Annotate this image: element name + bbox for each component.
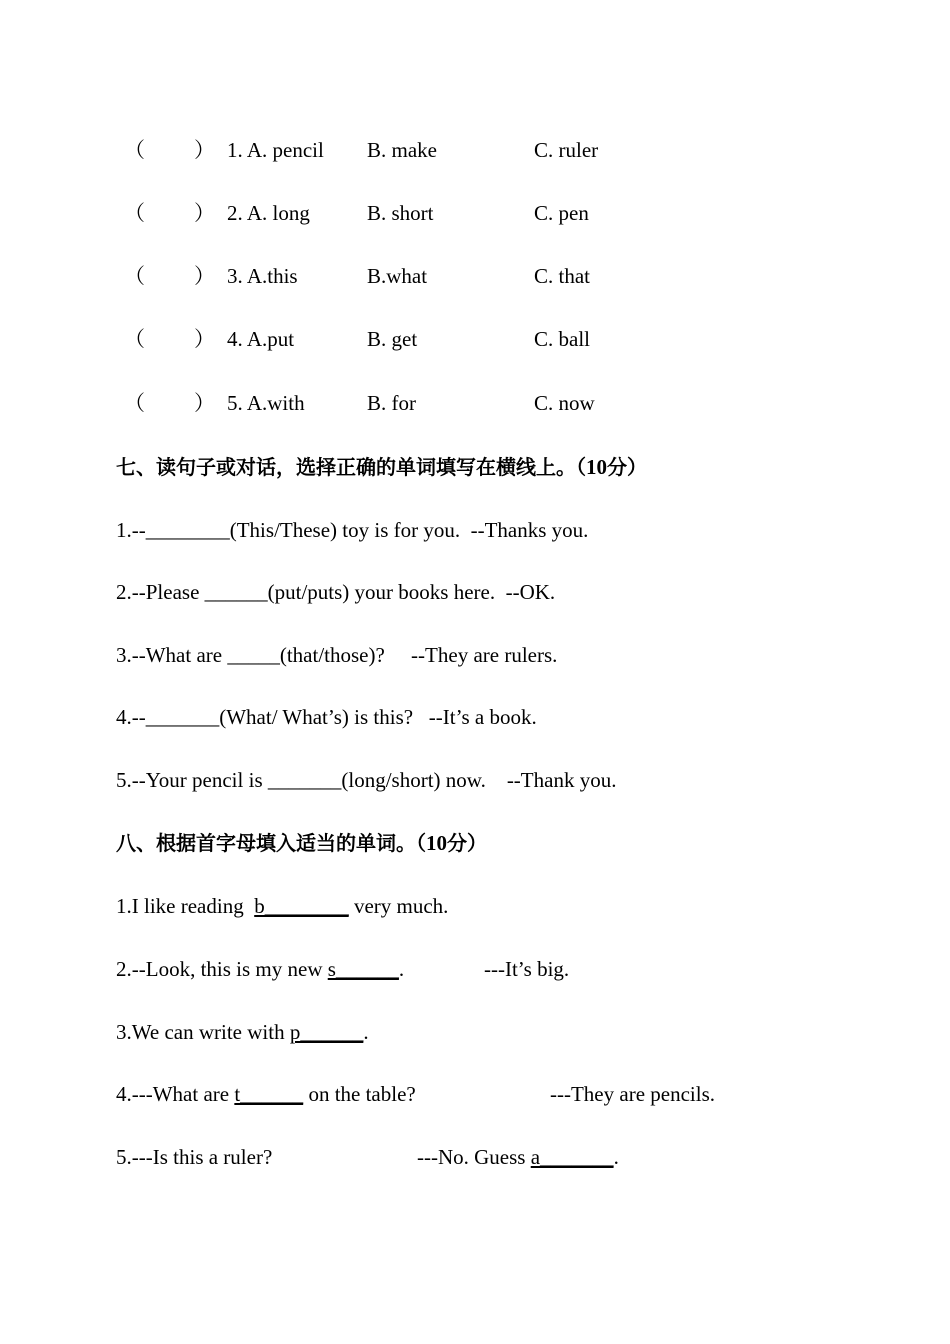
option-b: B. for xyxy=(367,391,416,415)
item-reply: ---It’s big. xyxy=(484,957,570,981)
fill-blank: b________ xyxy=(254,894,349,918)
section-8-item-4 xyxy=(116,1081,896,1107)
section-8-item-1 xyxy=(116,893,448,919)
section-8-item-2 xyxy=(116,956,896,982)
answer-paren-open: （ xyxy=(124,327,145,351)
item-question: 5.---Is this a ruler? xyxy=(116,1145,273,1169)
section-7-item-3: 3.--What are _____(that/those)? --They are rulers. xyxy=(116,643,558,667)
item-text: . xyxy=(613,1145,619,1169)
option-c: C. now xyxy=(534,391,595,415)
item-text: 3.We can write with xyxy=(116,1020,290,1044)
item-text: on the table? xyxy=(303,1082,416,1106)
option-c: C. pen xyxy=(534,201,589,225)
section-7-title-end: 分） xyxy=(607,455,647,479)
option-a: 1. A. pencil xyxy=(227,138,324,162)
fill-blank: t______ xyxy=(234,1082,304,1106)
section-7-item-5: 5.--Your pencil is _______(long/short) now. --Thank you. xyxy=(116,768,617,792)
answer-paren-close: ） xyxy=(194,264,215,288)
option-b: B. make xyxy=(367,138,437,162)
section-7-title xyxy=(116,454,647,480)
item-text: . xyxy=(363,1020,369,1044)
item-text: very much. xyxy=(348,894,449,918)
option-b: B. short xyxy=(367,201,434,225)
section-7-item-1: 1.--________(This/These) toy is for you. --Thanks you. xyxy=(116,518,589,542)
item-reply xyxy=(417,1144,619,1170)
answer-paren-open: （ xyxy=(124,138,145,162)
item-reply: ---They are pencils. xyxy=(550,1082,715,1106)
item-text: 1.I like reading xyxy=(116,894,255,918)
option-c: C. ruler xyxy=(534,138,599,162)
choice-row-1 xyxy=(124,137,824,163)
answer-paren-open: （ xyxy=(124,264,145,288)
section-7-score: 10 xyxy=(586,455,607,479)
fill-blank: p______ xyxy=(289,1020,364,1044)
choice-row-5 xyxy=(124,390,824,416)
section-7-item-4: 4.--_______(What/ What’s) is this? --It’s a book. xyxy=(116,705,537,729)
item-question xyxy=(116,1081,416,1107)
answer-paren-close: ） xyxy=(194,138,215,162)
item-question xyxy=(116,956,404,982)
answer-paren-close: ） xyxy=(194,391,215,415)
section-8-title-end: 分） xyxy=(447,831,487,855)
choice-row-2 xyxy=(124,200,824,226)
option-c: C. ball xyxy=(534,327,590,351)
answer-paren-close: ） xyxy=(194,327,215,351)
section-8-title-text: 八、根据首字母填入适当的单词。（ xyxy=(116,831,426,855)
option-a: 5. A.with xyxy=(227,391,305,415)
fill-blank: s______ xyxy=(327,957,399,981)
answer-paren-open: （ xyxy=(124,201,145,225)
option-a: 3. A.this xyxy=(227,264,298,288)
section-7-title-text: 七、读句子或对话，选择正确的单词填写在横线上。（ xyxy=(116,455,586,479)
option-a: 4. A.put xyxy=(227,327,295,351)
section-8-item-5 xyxy=(116,1144,896,1170)
section-8-title xyxy=(116,830,487,856)
option-b: B. get xyxy=(367,327,418,351)
choice-row-4 xyxy=(124,326,824,352)
choice-row-3 xyxy=(124,263,824,289)
item-text: 4.---What are xyxy=(116,1082,235,1106)
answer-paren-close: ） xyxy=(194,201,215,225)
option-b: B.what xyxy=(367,264,428,288)
answer-paren-open: （ xyxy=(124,391,145,415)
section-8-item-3 xyxy=(116,1019,369,1045)
option-c: C. that xyxy=(534,264,590,288)
section-8-score: 10 xyxy=(426,831,447,855)
item-text: 2.--Look, this is my new xyxy=(116,957,328,981)
option-a: 2. A. long xyxy=(227,201,310,225)
fill-blank: a_______ xyxy=(530,1145,614,1169)
item-text: ---No. Guess xyxy=(417,1145,531,1169)
section-7-item-2: 2.--Please ______(put/puts) your books here. --OK. xyxy=(116,580,556,604)
item-text: . xyxy=(398,957,405,981)
